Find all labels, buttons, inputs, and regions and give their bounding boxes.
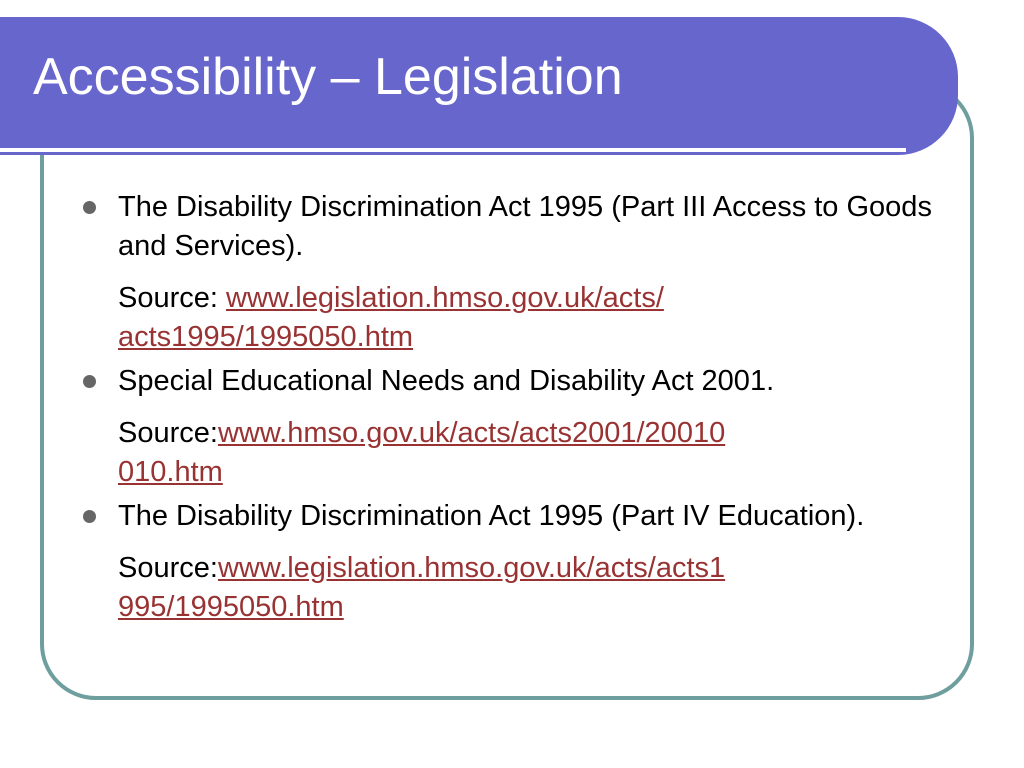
bullet-item-dda-part-iv — [80, 497, 950, 536]
source-line — [80, 279, 950, 357]
bullet-item-text: The Disability Discrimination Act 1995 (Part III Access to Goods and Services). — [118, 191, 932, 262]
source-line — [80, 414, 950, 492]
slide-title: Accessibility – Legislation — [33, 48, 623, 106]
source-link-line2[interactable]: 010.htm — [118, 456, 223, 488]
bullet-item-send-act — [80, 362, 950, 401]
source-link-line1[interactable]: www.legislation.hmso.gov.uk/acts/ — [226, 282, 664, 314]
source-label: Source: — [118, 417, 218, 449]
source-label: Source: — [118, 282, 226, 314]
source-link-line2[interactable]: 995/1995050.htm — [118, 591, 344, 623]
bullet-icon — [83, 375, 96, 388]
bullet-icon — [83, 510, 96, 523]
bullet-item-text: The Disability Discrimination Act 1995 (Part IV Education). — [118, 500, 865, 532]
bullet-item-dda-part-iii — [80, 188, 950, 266]
source-link-line2[interactable]: acts1995/1995050.htm — [118, 321, 414, 353]
slide-body — [80, 188, 950, 632]
source-link-line1[interactable]: www.hmso.gov.uk/acts/acts2001/20010 — [217, 417, 726, 449]
bullet-icon — [83, 201, 96, 214]
source-label: Source: — [118, 552, 218, 584]
title-underline — [0, 148, 906, 152]
source-link-line1[interactable]: www.legislation.hmso.gov.uk/acts/acts1 — [217, 552, 726, 584]
bullet-item-text: Special Educational Needs and Disability Act 2001. — [118, 365, 775, 397]
source-line — [80, 549, 950, 627]
